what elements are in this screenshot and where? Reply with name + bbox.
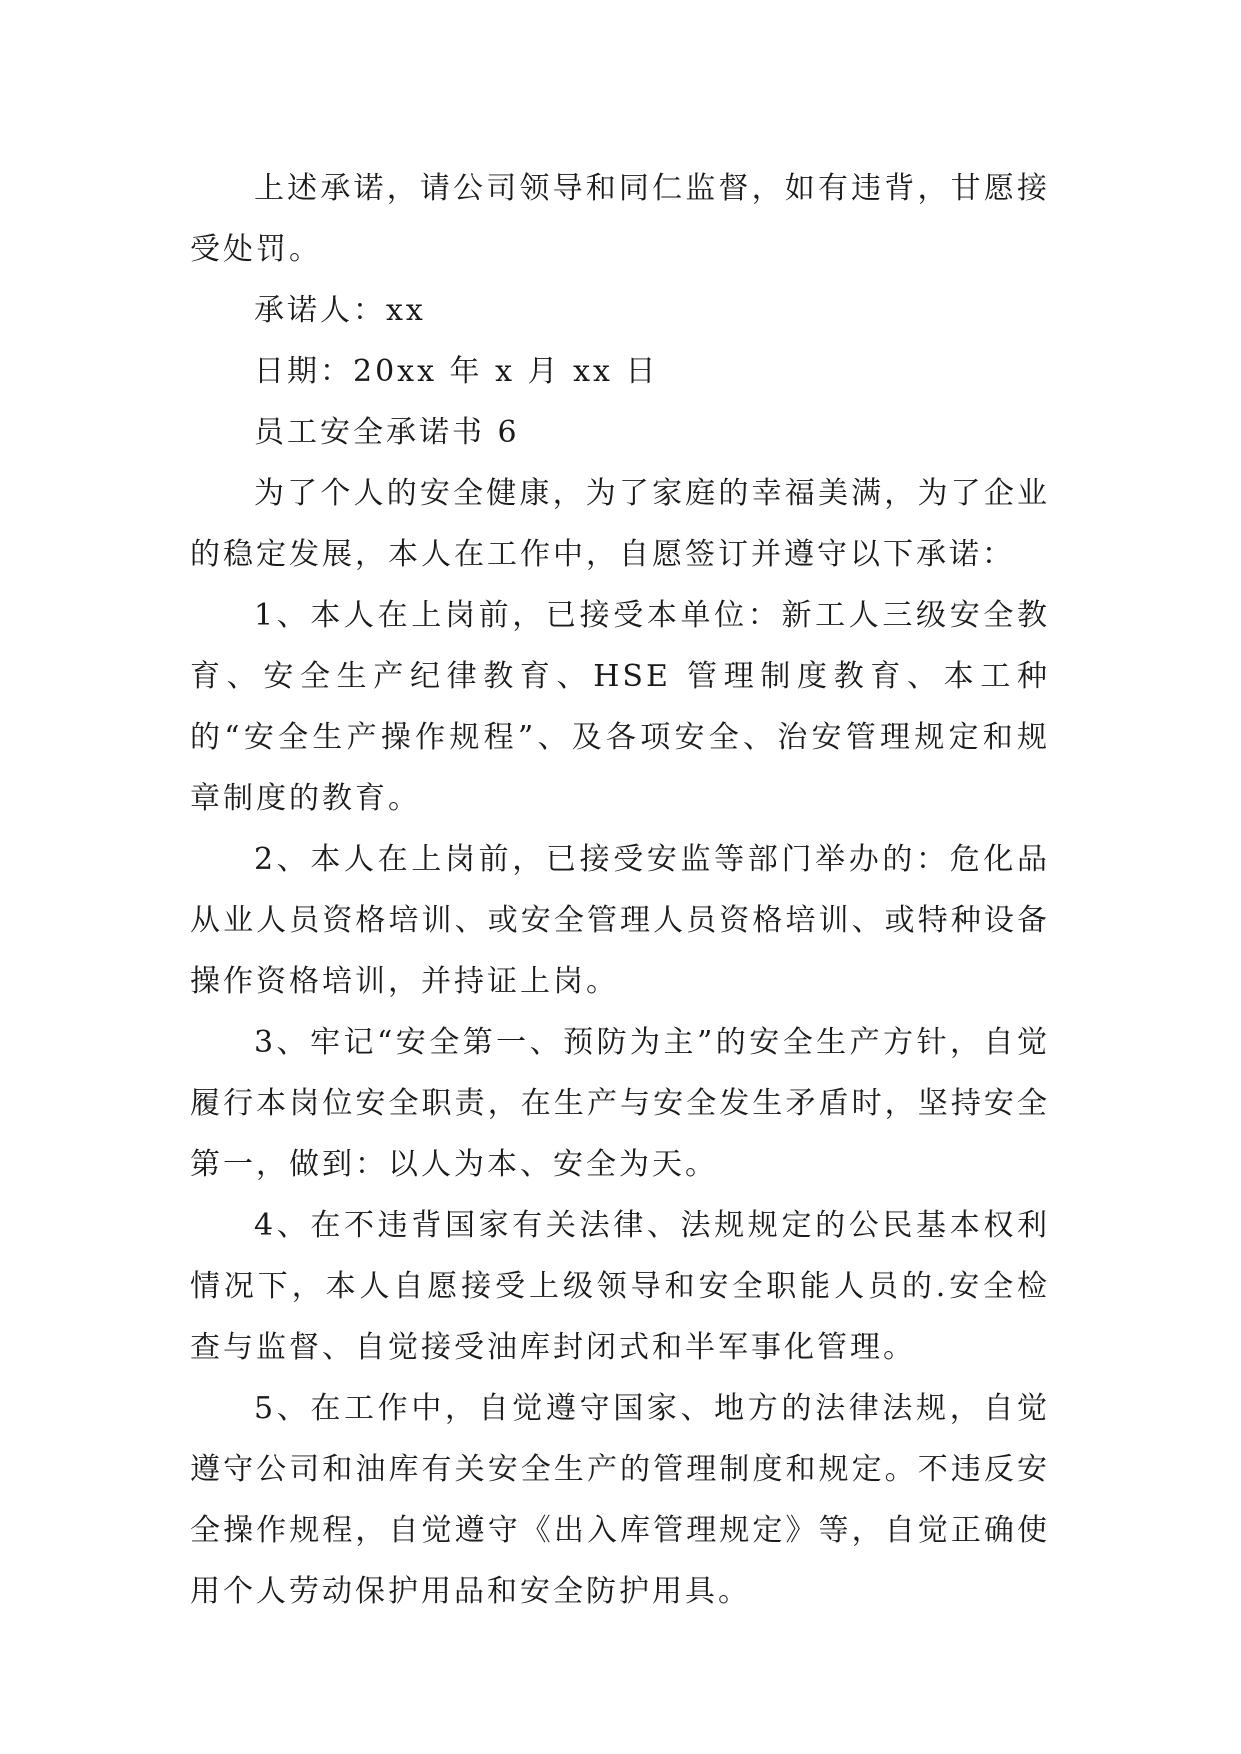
section-title: 员工安全承诺书 6	[254, 415, 520, 450]
paragraph-item-1: 1、本人在上岗前，已接受本单位：新工人三级安全教育、安全生产纪律教育、HSE 管理制度教育、本工种的“安全生产操作规程”、及各项安全、治安管理规定和规章制度的教育。	[190, 598, 1050, 816]
paragraph-closing-statement: 上述承诺，请公司领导和同仁监督，如有违背，甘愿接受处罚。	[190, 171, 1050, 267]
paragraph-date: 日期：20xx 年 x 月 xx 日	[254, 354, 659, 389]
paragraph-item-4: 4、在不违背国家有关法律、法规规定的公民基本权利情况下，本人自愿接受上级领导和安全职能人员的.安全检查与监督、自觉接受油库封闭式和半军事化管理。	[190, 1208, 1050, 1365]
paragraph-item-3: 3、牢记“安全第一、预防为主”的安全生产方针，自觉履行本岗位安全职责，在生产与安全发生矛盾时，坚持安全第一，做到：以人为本、安全为天。	[190, 1025, 1050, 1182]
document-body	[190, 158, 1050, 1622]
paragraph-signatory: 承诺人：xx	[254, 293, 426, 328]
paragraph-intro: 为了个人的安全健康，为了家庭的幸福美满，为了企业的稳定发展，本人在工作中，自愿签订并遵守以下承诺：	[190, 476, 1050, 572]
paragraph-item-5: 5、在工作中，自觉遵守国家、地方的法律法规，自觉遵守公司和油库有关安全生产的管理制度和规定。不违反安全操作规程，自觉遵守《出入库管理规定》等，自觉正确使用个人劳动保护用品和安全防护用具。	[190, 1391, 1050, 1609]
paragraph-item-2: 2、本人在上岗前，已接受安监等部门举办的：危化品从业人员资格培训、或安全管理人员资格培训、或特种设备操作资格培训，并持证上岗。	[190, 842, 1050, 999]
